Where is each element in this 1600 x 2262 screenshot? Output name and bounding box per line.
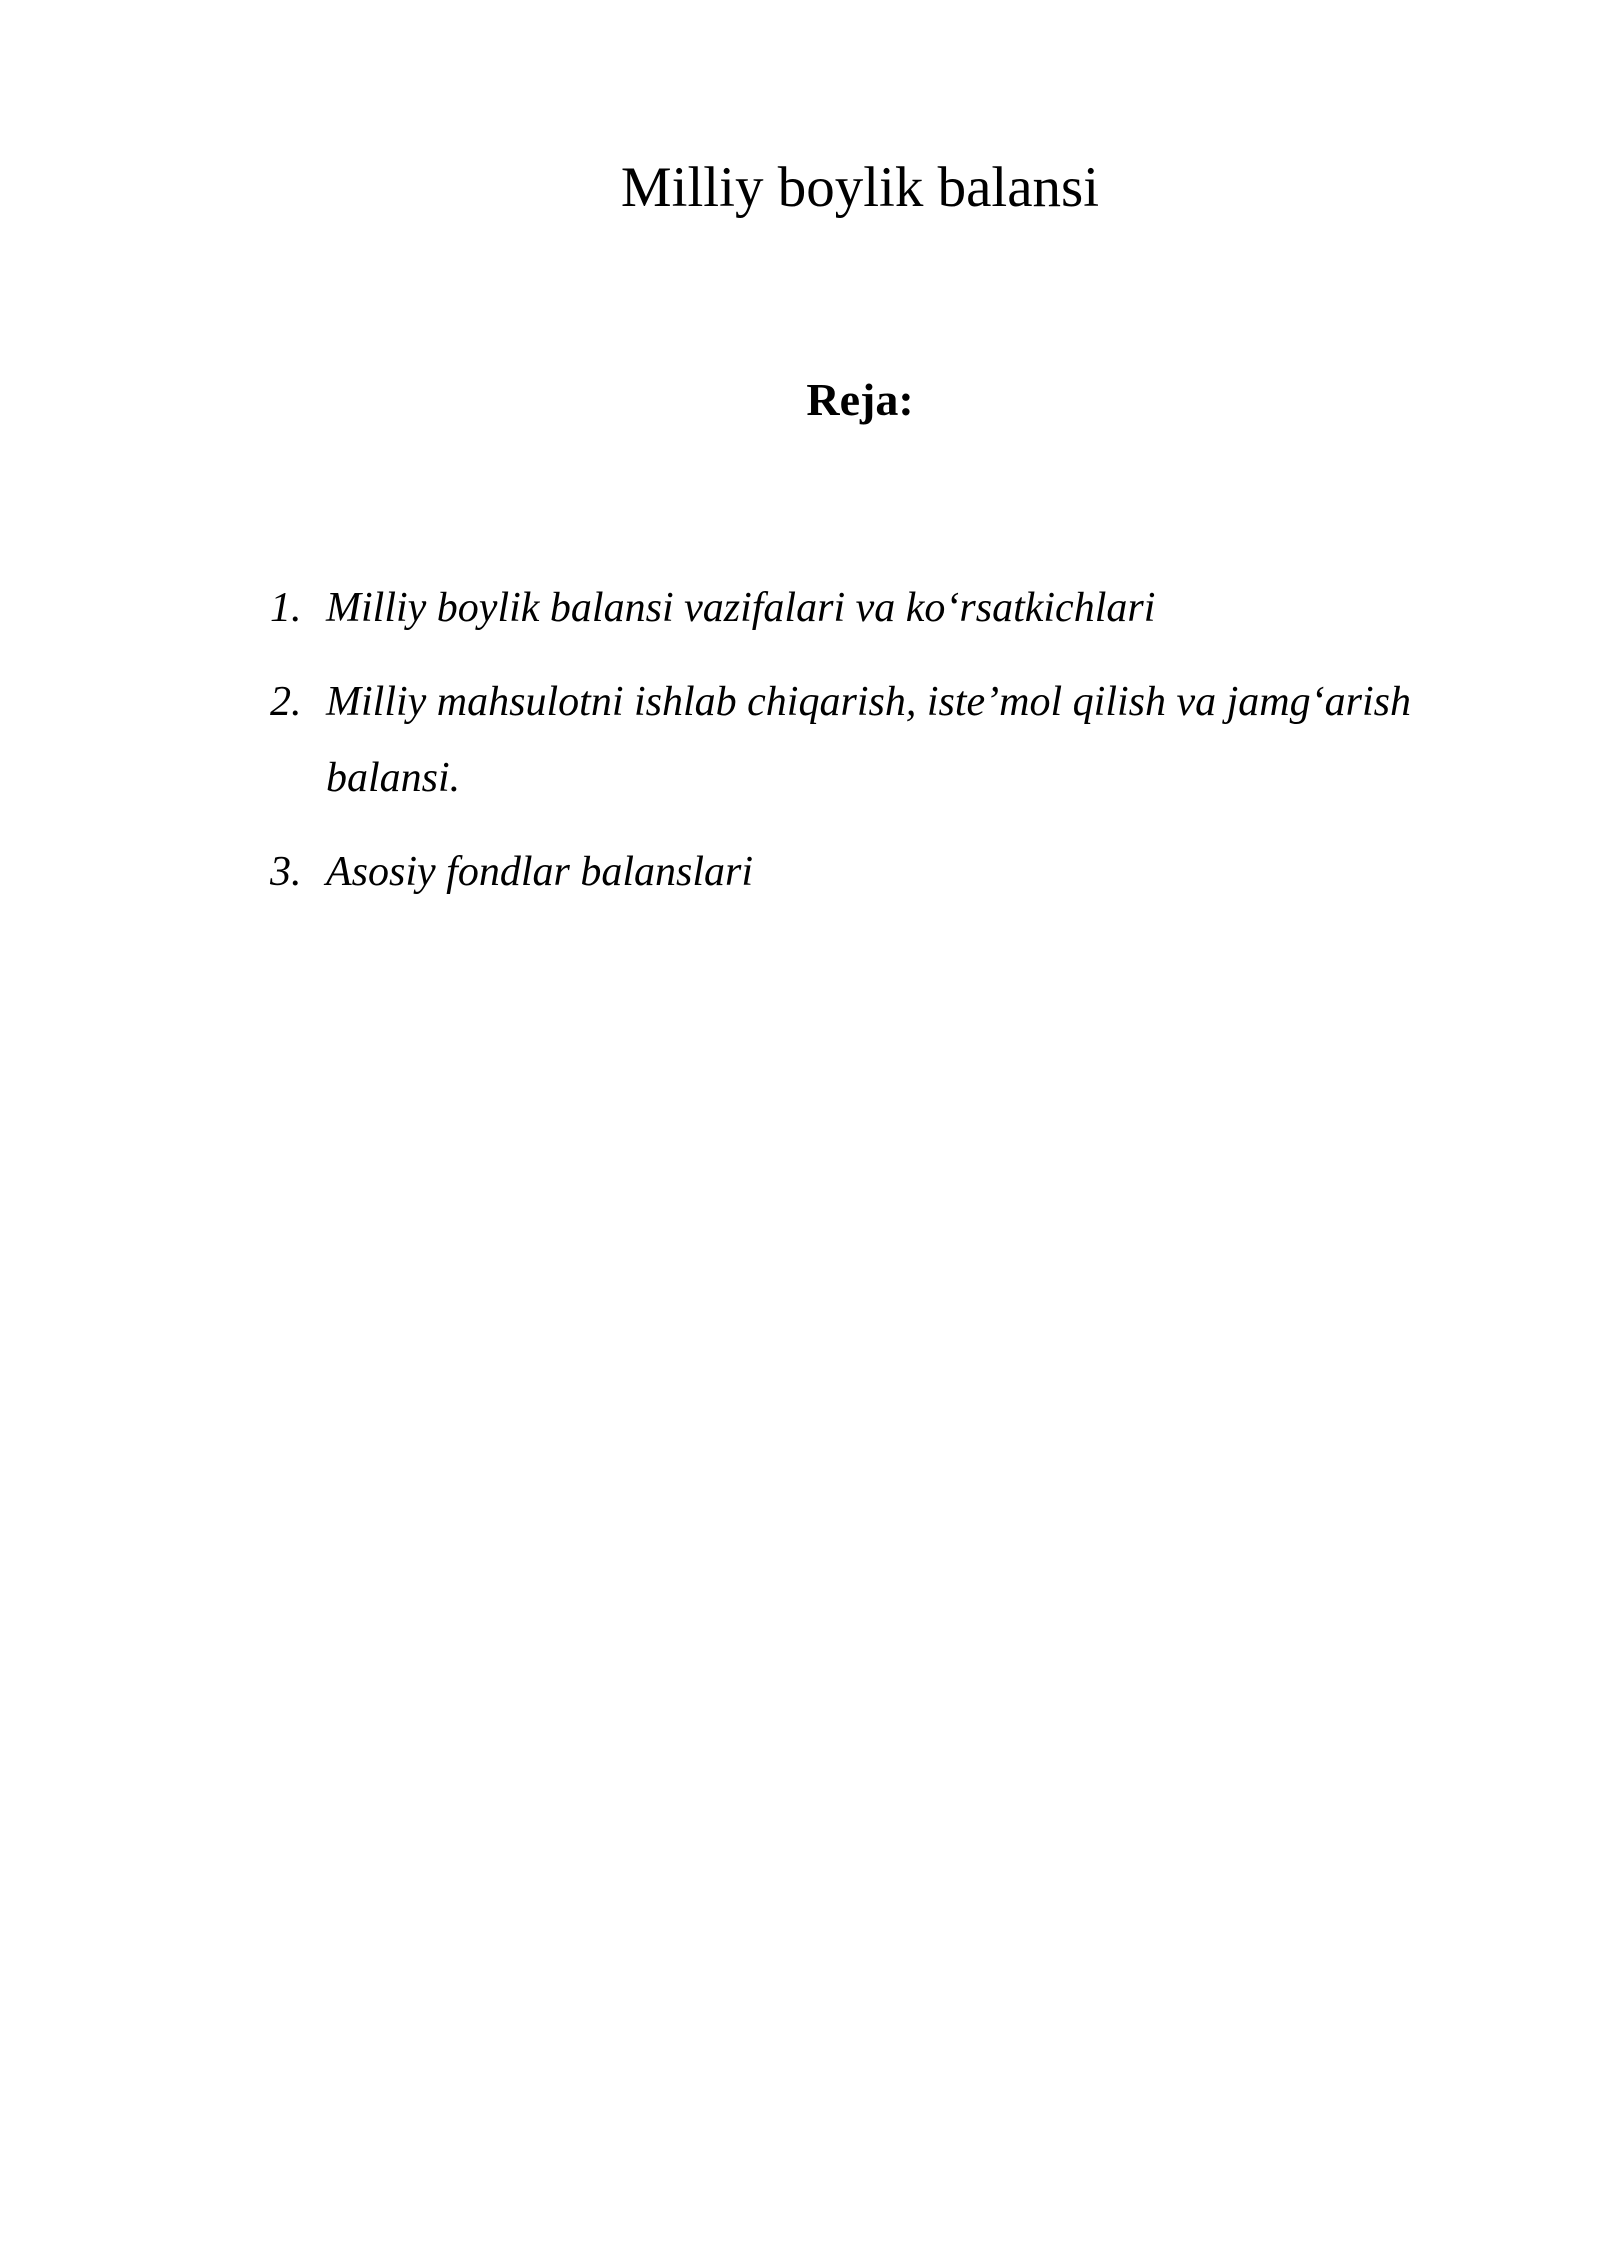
plan-item-text: Milliy boylik balansi vazifalari va ko‘rsatkichlari (326, 585, 1156, 631)
plan-heading: Reja: (806, 374, 914, 425)
plan-item-number: 3. (270, 849, 302, 895)
plan-item (270, 664, 1470, 816)
document-title: Milliy boylik balansi (620, 156, 1100, 219)
plan-item-number: 1. (270, 585, 302, 631)
plan-item (270, 570, 1470, 646)
plan-item-number: 2. (270, 679, 302, 725)
plan-item-text: Asosiy fondlar balanslari (326, 849, 754, 895)
plan-item (270, 834, 1470, 910)
plan-item-text: Milliy mahsulotni ishlab chiqarish, iste’mol qilish va jamg‘arish balansi. (326, 679, 1411, 801)
plan-list (270, 570, 1470, 928)
